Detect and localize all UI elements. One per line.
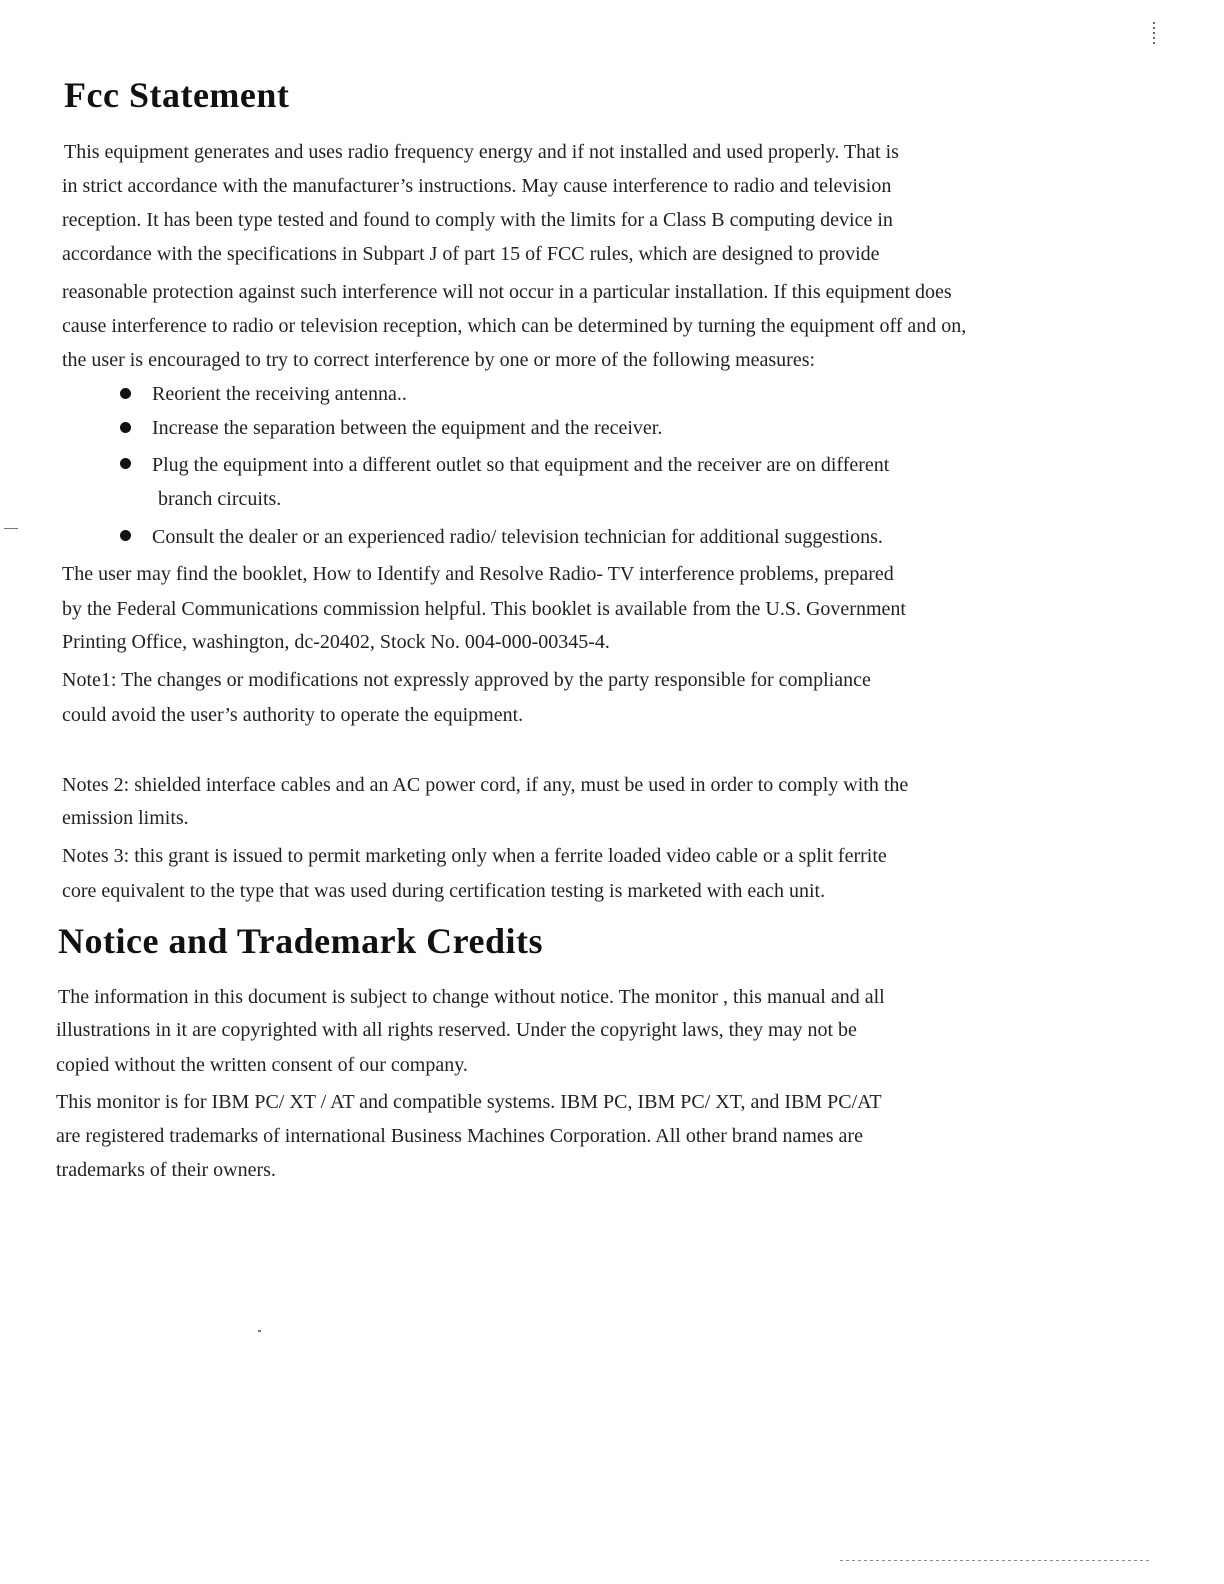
text-line: in strict accordance with the manufacturer’s instructions. May cause interference to radio and television (62, 175, 892, 197)
list-item-text: Consult the dealer or an experienced radio/ television technician for additional suggestions. (152, 526, 883, 548)
text-line: trademarks of their owners. (56, 1159, 276, 1181)
bullet-icon (120, 530, 131, 541)
text-line: reception. It has been type tested and found to comply with the limits for a Class B computing device in (62, 209, 893, 231)
text-line: by the Federal Communications commission helpful. This booklet is available from the U.S. Government (62, 598, 906, 620)
scan-speck (1153, 22, 1155, 46)
bullet-icon (120, 458, 131, 469)
text-line: accordance with the specifications in Subpart J of part 15 of FCC rules, which are designed to provide (62, 243, 880, 265)
text-line: cause interference to radio or television reception, which can be determined by turning the equipment off and on, (62, 315, 967, 337)
list-item-text: Reorient the receiving antenna.. (152, 383, 407, 405)
scan-speck (4, 528, 18, 529)
list-item-text: Increase the separation between the equipment and the receiver. (152, 417, 663, 439)
bullet-icon (120, 388, 131, 399)
text-line: Notes 2: shielded interface cables and an AC power cord, if any, must be used in order to comply with the (62, 774, 909, 796)
notice-heading: Notice and Trademark Credits (58, 921, 543, 961)
text-line: core equivalent to the type that was used during certification testing is marketed with each unit. (62, 880, 826, 902)
text-line: This monitor is for IBM PC/ XT / AT and compatible systems. IBM PC, IBM PC/ XT, and IBM PC/AT (56, 1091, 882, 1113)
text-line: This equipment generates and uses radio frequency energy and if not installed and used properly. That is (64, 141, 899, 163)
list-item-text: Plug the equipment into a different outlet so that equipment and the receiver are on different (152, 454, 890, 476)
scan-speck (840, 1560, 1150, 1561)
text-line: copied without the written consent of our company. (56, 1054, 468, 1076)
fcc-statement-heading: Fcc Statement (64, 75, 290, 115)
text-line: emission limits. (62, 807, 189, 829)
list-item-text: branch circuits. (158, 488, 282, 510)
bullet-icon (120, 422, 131, 433)
text-line: illustrations in it are copyrighted with all rights reserved. Under the copyright laws, they may not be (56, 1019, 857, 1041)
text-line: The user may find the booklet, How to Identify and Resolve Radio- TV interference problems, prepared (62, 563, 894, 585)
text-line: the user is encouraged to try to correct interference by one or more of the following measures: (62, 349, 816, 371)
text-line: could avoid the user’s authority to operate the equipment. (62, 704, 524, 726)
text-line: Notes 3: this grant is issued to permit marketing only when a ferrite loaded video cable or a split ferrite (62, 845, 887, 867)
text-line: The information in this document is subject to change without notice. The monitor , this manual and all (58, 986, 885, 1008)
text-line: are registered trademarks of international Business Machines Corporation. All other brand names are (56, 1125, 863, 1147)
text-line: Printing Office, washington, dc-20402, Stock No. 004-000-00345-4. (62, 631, 610, 653)
scan-speck (258, 1330, 261, 1332)
text-line: reasonable protection against such interference will not occur in a particular installation. If this equipment does (62, 281, 952, 303)
text-line: Note1: The changes or modifications not expressly approved by the party responsible for compliance (62, 669, 871, 691)
